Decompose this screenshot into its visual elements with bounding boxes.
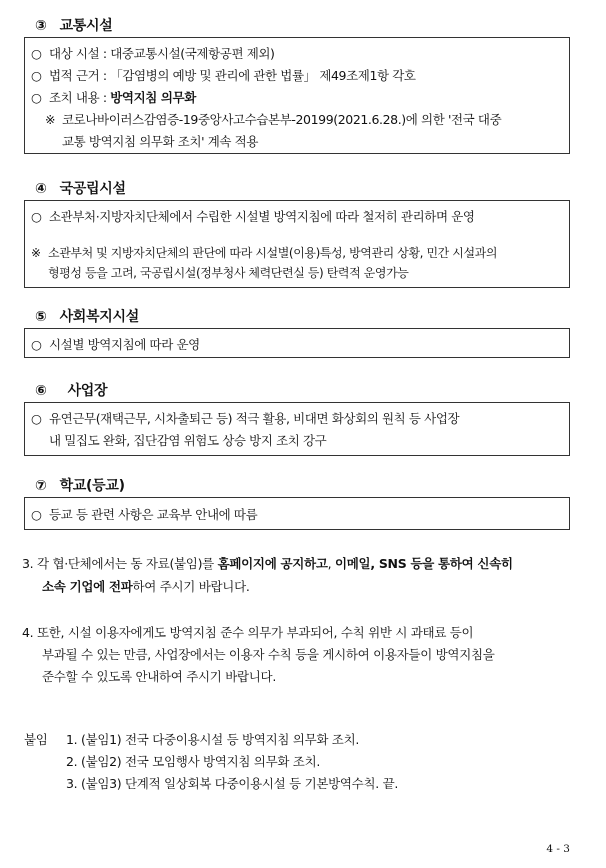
section-title-workplace — [35, 380, 107, 400]
school-box — [24, 497, 570, 530]
section-number: ④ — [35, 181, 47, 197]
transport-box — [24, 37, 570, 154]
item-text: 시설별 방역지침에 따라 운영 — [49, 337, 200, 352]
section-number: ⑦ — [35, 478, 47, 494]
school-item — [31, 505, 257, 523]
attachment-item-1: 1. (붙임1) 전국 다중이용시설 등 방역지침 의무화 조치. — [66, 732, 360, 747]
public-note-line1 — [31, 244, 497, 261]
paragraph-4-line3: 준수할 수 있도록 안내하여 주시기 바랍니다. — [42, 669, 276, 684]
item-text: 등교 등 관련 사항은 교육부 안내에 따름 — [49, 507, 258, 522]
section-title-text: 사업장 — [67, 383, 108, 399]
attachment-item-2: 2. (붙임2) 전국 모임행사 방역지침 의무화 조치. — [66, 754, 321, 769]
section-title-text: 사회복지시설 — [59, 309, 139, 325]
para-bold-text: 이메일, SNS 등을 통하여 신속히 — [335, 556, 513, 571]
item-text-bold: 방역지침 의무화 — [110, 90, 196, 105]
section-title-text: 교통시설 — [59, 18, 113, 34]
bullet-circle: ○ — [31, 507, 42, 522]
item-text: 대중교통시설(국제항공편 제외) — [110, 46, 275, 61]
para-text: 하여 주시기 바랍니다. — [132, 579, 250, 594]
transport-item-action — [31, 88, 196, 106]
note-text: 소관부처 및 지방자치단체의 판단에 따라 시설별(이용)특성, 방역관리 상황, 민간 시설과의 — [48, 246, 498, 260]
public-box — [24, 200, 570, 288]
welfare-box — [24, 328, 570, 358]
page-number: 4 - 3 — [546, 843, 570, 855]
section-title-transport — [35, 15, 112, 35]
item-text: 소관부처·지방자치단체에서 수립한 시설별 방역지침에 따라 철저히 관리하며 운영 — [49, 209, 475, 224]
workplace-item-line2: 내 밀집도 완화, 집단감염 위험도 상승 방지 조치 강구 — [49, 433, 327, 448]
attachment-item-3: 3. (붙임3) 단계적 일상회복 다중이용시설 등 기본방역수칙. 끝. — [66, 776, 399, 791]
paragraph-3-line2 — [42, 577, 250, 595]
public-note-line2: 형평성 등을 고려, 국공립시설(정부청사 체력단련실 등) 탄력적 운영가능 — [48, 266, 409, 280]
public-item — [31, 207, 475, 225]
bullet-circle: ○ — [31, 46, 42, 61]
section-title-welfare — [35, 306, 139, 326]
transport-item-target — [31, 44, 275, 62]
para-bold-text: 소속 기업에 전파 — [42, 579, 133, 594]
para-bold-text: 홈페이지에 공지하고 — [217, 556, 328, 571]
welfare-item — [31, 335, 200, 353]
transport-note-line1 — [45, 110, 501, 128]
bullet-circle: ○ — [31, 68, 42, 83]
section-title-school — [35, 475, 125, 495]
bullet-circle: ○ — [31, 90, 42, 105]
item-text: 유연근무(재택근무, 시차출퇴근 등) 적극 활용, 비대면 화상회의 원칙 등 사업장 — [49, 411, 460, 426]
note-mark: ※ — [45, 112, 56, 127]
section-number: ⑥ — [35, 383, 47, 399]
paragraph-4-line1: 4. 또한, 시설 이용자에게도 방역지침 준수 의무가 부과되어, 수칙 위반 시 과태료 등이 — [22, 625, 474, 640]
transport-item-legal — [31, 66, 416, 84]
para-text: , — [327, 556, 335, 571]
section-number: ③ — [35, 18, 47, 34]
item-label: 조치 내용 : — [49, 90, 111, 105]
paragraph-4-line2: 부과될 수 있는 만큼, 사업장에서는 이용자 수칙 등을 게시하여 이용자들이 방역지침을 — [42, 647, 495, 662]
item-label: 대상 시설 : — [49, 46, 111, 61]
bullet-circle: ○ — [31, 411, 42, 426]
note-mark: ※ — [31, 246, 41, 260]
para-text: 3. 각 협·단체에서는 동 자료(붙임)를 — [22, 556, 218, 571]
section-title-text: 국공립시설 — [59, 181, 126, 197]
item-label: 법적 근거 : — [49, 68, 111, 83]
section-title-text: 학교(등교) — [59, 478, 125, 494]
item-text: 「감염병의 예방 및 관리에 관한 법률」 제49조제1항 각호 — [110, 68, 416, 83]
bullet-circle: ○ — [31, 209, 42, 224]
paragraph-3-line1 — [22, 554, 513, 572]
section-number: ⑤ — [35, 309, 47, 325]
workplace-box — [24, 402, 570, 456]
workplace-item-line1 — [31, 409, 459, 427]
transport-note-line2: 교통 방역지침 의무화 조치' 계속 적용 — [62, 134, 259, 149]
note-text: 코로나바이러스감염증-19중앙사고수습본부-20199(2021.6.28.)에 의한 '전국 대중 — [62, 112, 502, 127]
bullet-circle: ○ — [31, 337, 42, 352]
attachment-label: 붙임 — [24, 732, 48, 747]
section-title-public — [35, 178, 126, 198]
